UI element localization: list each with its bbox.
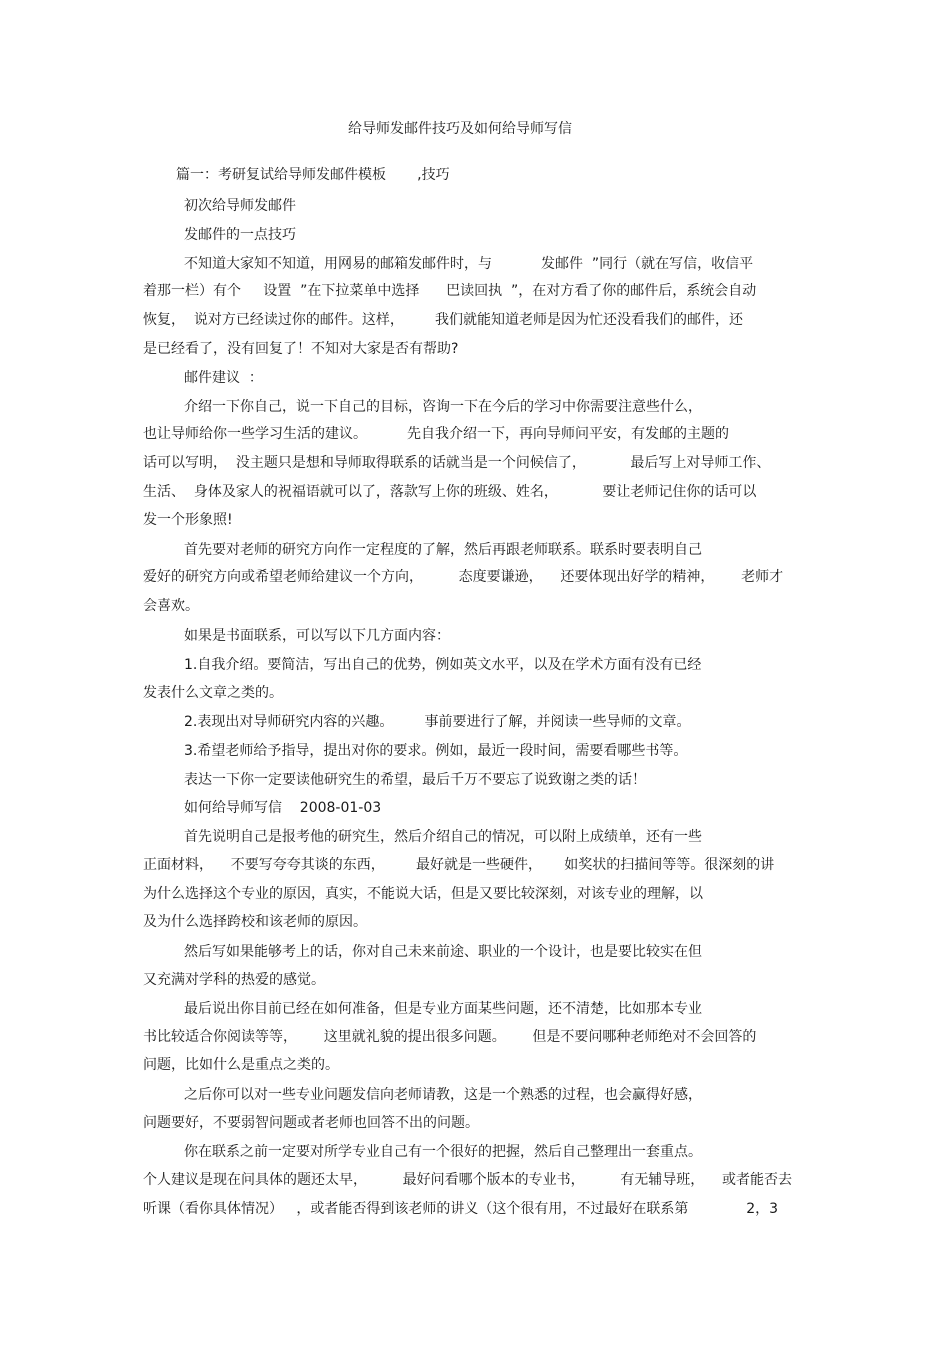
text-line: 之后你可以对一些专业问题发信向老师请教，这是一个熟悉的过程，也会赢得好感， [184, 1087, 702, 1103]
text-line: 发一个形象照! [143, 512, 233, 528]
text-line: 发邮件的一点技巧 [184, 227, 296, 243]
text-line: 篇一：考研复试给导师发邮件模板 ,技巧 [176, 167, 450, 183]
text-line: 生活、 身体及家人的祝福语就可以了，落款写上你的班级、姓名， 要让老师记住你的话可以 [143, 484, 757, 500]
text-line: 书比较适合你阅读等等， 这里就礼貌的提出很多问题。 但是不要问哪种老师绝对不会回答的 [143, 1029, 757, 1045]
text-line: 发表什么文章之类的。 [143, 685, 283, 701]
text-line: 最后说出你目前已经在如何准备，但是专业方面某些问题，还不清楚，比如那本专业 [184, 1001, 702, 1017]
text-line: 邮件建议 ： [184, 370, 263, 386]
text-line: 首先要对老师的研究方向作一定程度的了解，然后再跟老师联系。联系时要表明自己 [184, 542, 702, 558]
text-line: 个人建议是现在问具体的题还太早， 最好问看哪个版本的专业书， 有无辅导班， 或者能否去 [143, 1172, 793, 1188]
text-line: 着那一栏）有个 设置 ”在下拉菜单中选择 巴读回执 ”，在对方看了你的邮件后，系统会自动 [143, 283, 757, 299]
text-line: 不知道大家知不知道，用网易的邮箱发邮件时，与 发邮件 ”同行（就在写信，收信平 [184, 256, 754, 272]
text-line: 3.希望老师给予指导，提出对你的要求。例如，最近一段时间，需要看哪些书等。 [184, 743, 688, 759]
text-line: 首先说明自己是报考他的研究生，然后介绍自己的情况，可以附上成绩单，还有一些 [184, 829, 702, 845]
text-line: 你在联系之前一定要对所学专业自己有一个很好的把握，然后自己整理出一套重点。 [184, 1144, 702, 1160]
text-line: 又充满对学科的热爱的感觉。 [143, 972, 325, 988]
text-line: 听课（看你具体情况） ，或者能否得到该老师的讲义（这个很有用，不过最好在联系第 2，3 [143, 1201, 779, 1217]
text-line: 及为什么选择跨校和该老师的原因。 [143, 914, 367, 930]
text-line: 是已经看了，没有回复了！不知对大家是否有帮助? [143, 341, 459, 357]
text-line: 然后写如果能够考上的话，你对自己未来前途、职业的一个设计，也是要比较实在但 [184, 944, 702, 960]
text-line: 介绍一下你自己，说一下自己的目标，咨询一下在今后的学习中你需要注意些什么， [184, 399, 702, 415]
text-line: 初次给导师发邮件 [184, 198, 296, 214]
text-line: 也让导师给你一些学习生活的建议。 先自我介绍一下，再向导师问平安，有发邮的主题的 [143, 426, 730, 442]
text-line: 问题要好，不要弱智问题或者老师也回答不出的问题。 [143, 1115, 479, 1131]
text-line: 正面材料， 不要写夸夸其谈的东西， 最好就是一些硬件， 如奖状的扫描间等等。很深刻的讲 [143, 857, 775, 873]
text-line: 如何给导师写信 2008-01-03 [184, 800, 382, 816]
text-line: 为什么选择这个专业的原因，真实，不能说大话，但是又要比较深刻，对该专业的理解，以 [143, 886, 703, 902]
text-line: 如果是书面联系，可以写以下几方面内容： [184, 628, 450, 644]
text-line: 表达一下你一定要读他研究生的希望，最后千万不要忘了说致谢之类的话！ [184, 772, 646, 788]
document-title: 给导师发邮件技巧及如何给导师写信 [348, 121, 572, 137]
text-line: 1.自我介绍。要简洁，写出自己的优势，例如英文水平，以及在学术方面有没有已经 [184, 657, 702, 673]
text-line: 问题，比如什么是重点之类的。 [143, 1057, 339, 1073]
text-line: 2.表现出对导师研究内容的兴趣。 事前要进行了解，并阅读一些导师的文章。 [184, 714, 691, 730]
text-line: 话可以写明， 没主题只是想和导师取得联系的话就当是一个问候信了， 最后写上对导师工作、 [143, 455, 771, 471]
text-line: 爱好的研究方向或希望老师给建议一个方向， 态度要谦逊， 还要体现出好学的精神， 老师才 [143, 569, 784, 585]
text-line: 会喜欢。 [143, 598, 199, 614]
text-line: 恢复， 说对方已经读过你的邮件。这样， 我们就能知道老师是因为忙还没看我们的邮件，还 [143, 312, 744, 328]
